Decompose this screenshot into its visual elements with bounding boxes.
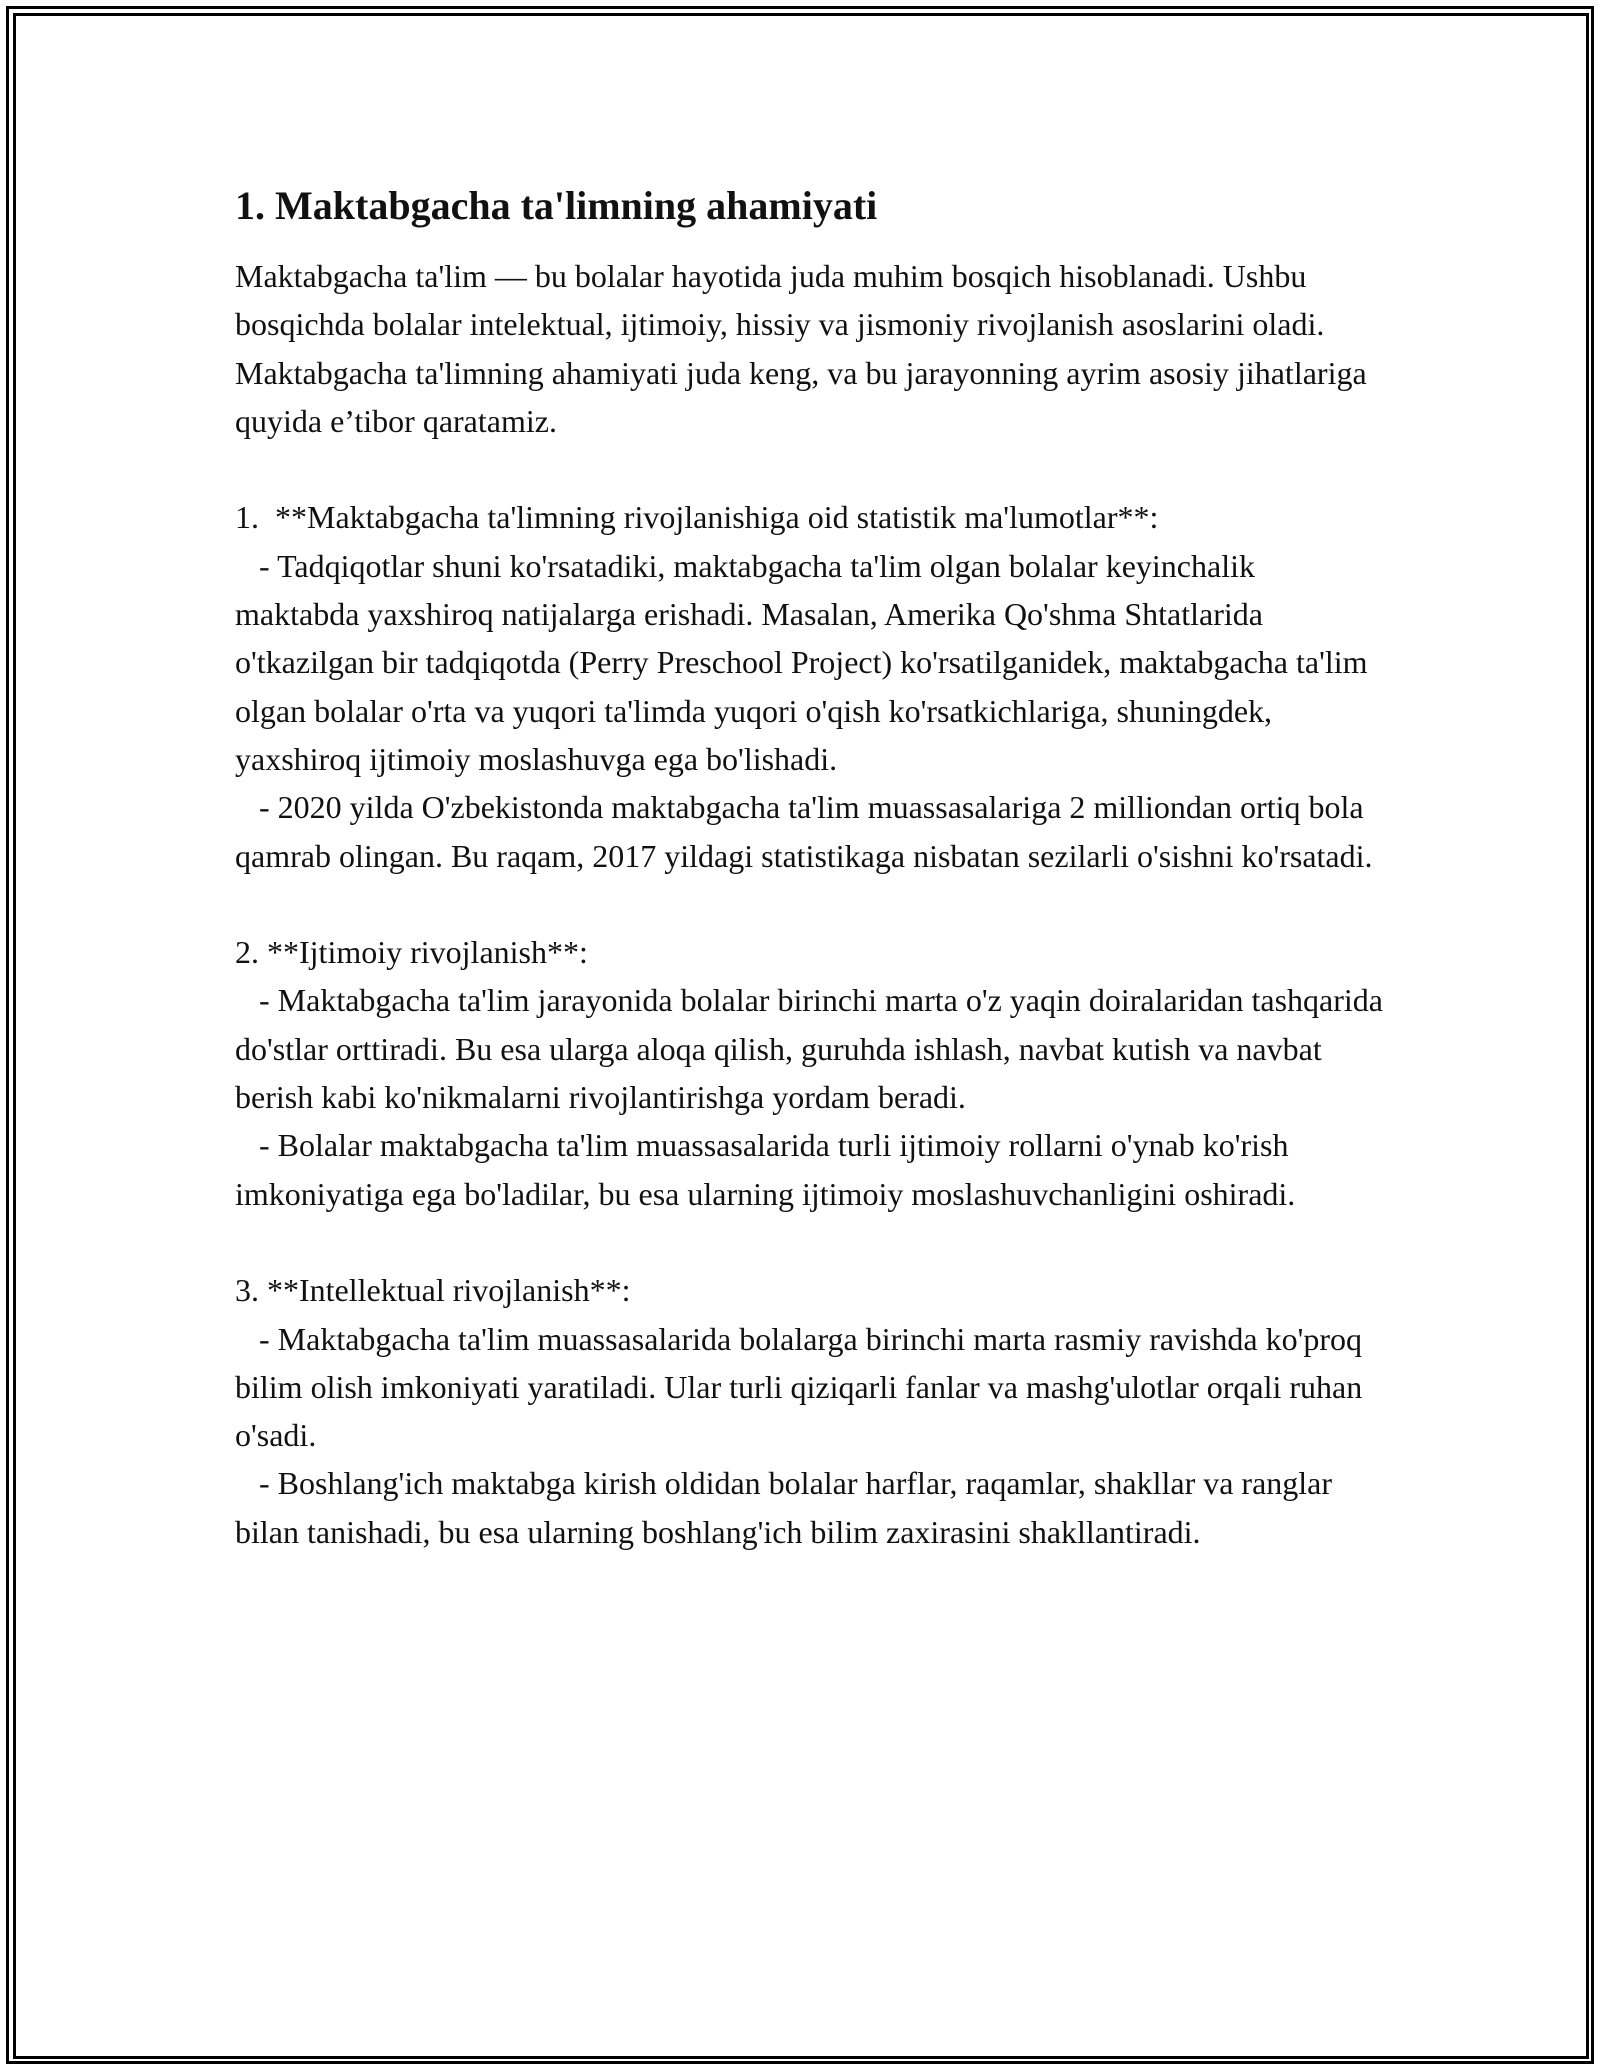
paragraph-spacer — [235, 880, 1385, 928]
bullet-item: - Bolalar maktabgacha ta'lim muassasalarida turli ijtimoiy rollarni o'ynab ko'rish imkoniyatiga ega bo'ladilar, bu esa ularning ijtimoiy moslashuvchanligini oshiradi. — [235, 1127, 1297, 1212]
section-heading: 2. **Ijtimoiy rivojlanish**: — [235, 934, 588, 971]
section-intellectual-development — [235, 1266, 1385, 1556]
paragraph-spacer — [235, 445, 1385, 493]
document-title: 1. Maktabgacha ta'limning ahamiyati — [235, 183, 878, 228]
bullet-item: - Maktabgacha ta'lim jarayonida bolalar birinchi marta o'z yaqin doiralaridan tashqarida do'stlar orttiradi. Bu esa ularga aloqa qilish, guruhda ishlash, navbat kutish va navbat berish kabi ko'nikmalarni rivojlantirishga yordam beradi. — [235, 982, 1391, 1116]
section-social-development — [235, 928, 1391, 1218]
section-heading: 3. **Intellektual rivojlanish**: — [235, 1272, 631, 1309]
bullet-item: - Boshlang'ich maktabga kirish oldidan bolalar harflar, raqamlar, shakllar va ranglar bilan tanishadi, bu esa ularning boshlang'ich bilim zaxirasini shakllantiradi. — [235, 1465, 1341, 1550]
section-statistics — [235, 493, 1385, 879]
intro-paragraph: Maktabgacha ta'lim — bu bolalar hayotida juda muhim bosqich hisoblanadi. Ushbu bosqichda bolalar intelektual, ijtimoiy, hissiy va jismoniy rivojlanish asoslarini oladi. Maktabgacha ta'limning ahamiyati juda keng, va bu jarayonning ayrim asosiy jihatlariga quyida e’tibor qaratamiz. — [235, 258, 1375, 439]
document-body — [235, 180, 1391, 1556]
paragraph-spacer — [235, 1218, 1385, 1266]
bullet-item: - 2020 yilda O'zbekistonda maktabgacha ta'lim muassasalariga 2 milliondan ortiq bola qamrab olingan. Bu raqam, 2017 yildagi statistikaga nisbatan sezilarli o'sishni ko'rsatadi. — [235, 789, 1373, 874]
bullet-item: - Maktabgacha ta'lim muassasalarida bolalarga birinchi marta rasmiy ravishda ko'proq bilim olish imkoniyati yaratiladi. Ular turli qiziqarli fanlar va mashg'ulotlar orqali ruhan o'sadi. — [235, 1320, 1371, 1454]
bullet-item: - Tadqiqotlar shuni ko'rsatadiki, maktabgacha ta'lim olgan bolalar keyinchalik maktabda yaxshiroq natijalarga erishadi. Masalan, Amerika Qo'shma Shtatlarida o'tkazilgan bir tadqiqotda (Perry Preschool Project) ko'rsatilganidek, maktabgacha ta'lim olgan bolalar o'rta va yuqori ta'limda yuqori o'qish ko'rsatkichlariga, shuningdek, yaxshiroq ijtimoiy moslashuvga ega bo'lishadi. — [235, 547, 1376, 777]
section-heading: 1. **Maktabgacha ta'limning rivojlanishiga oid statistik ma'lumotlar**: — [235, 499, 1159, 536]
